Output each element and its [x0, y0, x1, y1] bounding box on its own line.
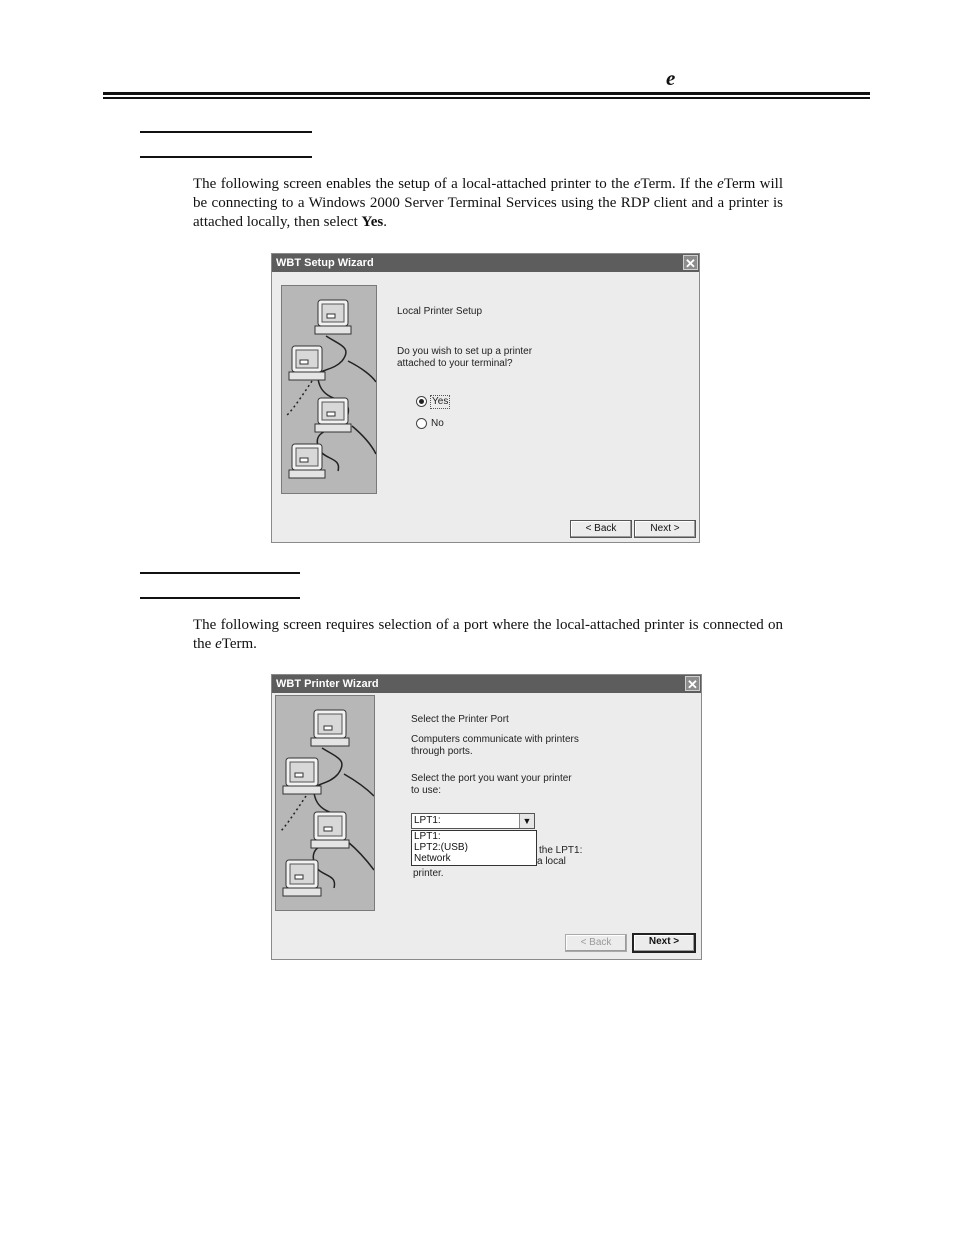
setup-wizard-window: [271, 253, 700, 543]
section2-rule-bottom: [140, 597, 300, 599]
header-rule-bottom: [103, 97, 870, 99]
radio-no[interactable]: [416, 418, 427, 429]
close-icon[interactable]: ✕: [683, 255, 698, 270]
chevron-down-icon[interactable]: ▼: [519, 814, 534, 828]
section1-rule-bottom: [140, 156, 312, 158]
printer-wizard-window: [271, 674, 702, 960]
radio-no-label[interactable]: No: [431, 418, 444, 429]
wizard-prompt-line2: to use:: [411, 785, 442, 796]
computer-icon-4: [283, 860, 321, 896]
section2-paragraph: The following screen requires selection of a port where the local-attached printer is connected on the eTerm.: [193, 617, 783, 652]
next-button[interactable]: Next >: [634, 520, 696, 538]
window-titlebar: [272, 675, 701, 693]
computer-icon-1: [311, 710, 349, 746]
wizard-question-line2: attached to your terminal?: [397, 358, 513, 369]
computers-network-illustration: [276, 696, 375, 911]
wizard-heading: Select the Printer Port: [411, 714, 509, 725]
port-select-value: LPT1:: [414, 815, 441, 826]
hint-fragment-3: printer.: [413, 868, 444, 879]
window-title: WBT Setup Wizard: [276, 257, 374, 269]
radio-yes[interactable]: [416, 396, 427, 407]
close-icon[interactable]: ✕: [685, 676, 700, 691]
window-title: WBT Printer Wizard: [276, 678, 379, 690]
computers-network-illustration: [282, 286, 377, 494]
wizard-info-line2: through ports.: [411, 746, 473, 757]
window-titlebar: [272, 254, 699, 272]
wizard-heading: Local Printer Setup: [397, 306, 483, 317]
section2-rule-top: [140, 572, 300, 574]
computer-icon-3: [311, 812, 349, 848]
wizard-question-line1: Do you wish to set up a printer: [397, 346, 533, 357]
back-button[interactable]: < Back: [570, 520, 632, 538]
port-option-network[interactable]: Network: [414, 853, 451, 864]
header-rule-top: [103, 92, 870, 95]
computer-icon-4: [289, 444, 325, 478]
port-select[interactable]: [411, 813, 535, 829]
section1-paragraph: The following screen enables the setup of a local-attached printer to the eTerm. If the eTerm will be connecting to a Windows 2000 Server Terminal Services using the RDP client and a printer is attached locally, then select Yes.: [193, 176, 783, 230]
computer-icon-2: [283, 758, 321, 794]
port-option-lpt2-usb[interactable]: LPT2:(USB): [414, 842, 468, 853]
wizard-illustration-panel: [275, 695, 375, 911]
header-mark: e: [666, 66, 676, 90]
back-button[interactable]: < Back: [565, 934, 627, 952]
next-button[interactable]: Next >: [632, 933, 696, 953]
hint-fragment-2: a local: [537, 856, 566, 867]
wizard-info-line1: Computers communicate with printers: [411, 734, 579, 745]
radio-yes-label[interactable]: Yes: [432, 396, 449, 407]
port-dropdown-list: [411, 830, 537, 866]
section1-rule-top: [140, 131, 312, 133]
computer-icon-3: [315, 398, 351, 432]
computer-icon-1: [315, 300, 351, 334]
wizard-illustration-panel: [281, 285, 377, 494]
computer-icon-2: [289, 346, 325, 380]
port-option-lpt1[interactable]: LPT1:: [414, 831, 441, 842]
wizard-prompt-line1: Select the port you want your printer: [411, 773, 572, 784]
hint-fragment-1: the LPT1:: [539, 845, 583, 856]
